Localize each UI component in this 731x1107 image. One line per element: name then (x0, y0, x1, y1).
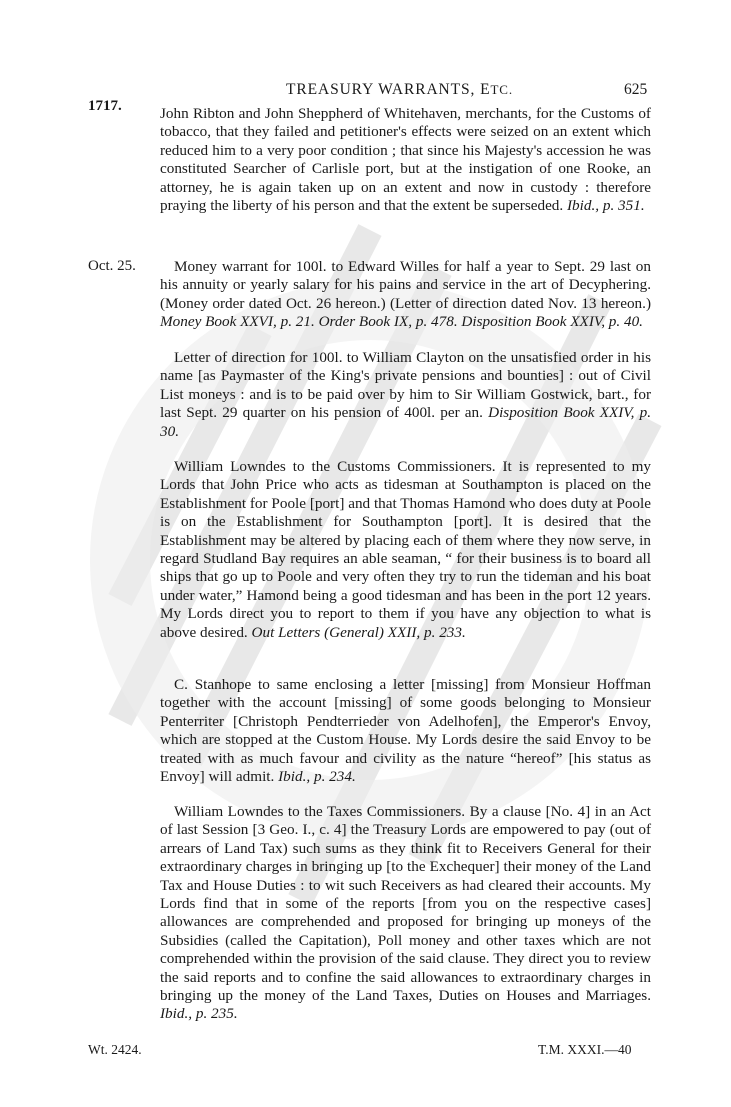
entry-petition-continuation (160, 105, 651, 215)
margin-year: 1717. (88, 98, 122, 114)
footer-warrant-number: Wt. 2424. (88, 1042, 142, 1057)
margin-date: Oct. 25. (88, 258, 136, 274)
entry-reference: Money Book XXVI, p. 21. Order Book IX, p. 478. Disposition Book XXIV, p. 40. (160, 313, 643, 331)
entry-reference: Disposition Book XXIV, p. 30. (160, 404, 651, 440)
entry-text: John Ribton and John Sheppherd of Whitehaven, merchants, for the Customs of tobacco, that they failed and petitioner's effects were seized on an extent which reduced him to a very poor condition ; that since his Majesty's accession he was constituted Searcher of Carlisle port, but at the instigation of one Rooke, an attorney, he is again taken up on an extent and now in custody : therefore praying the liberty of his person and that the extent be superseded. (160, 105, 651, 215)
entry-letter-of-direction (160, 349, 651, 441)
entry-reference: Ibid., p. 351. (567, 197, 645, 215)
entry-reference: Ibid., p. 235. (160, 1005, 238, 1023)
entry-taxes-commissioners (160, 803, 651, 1024)
entry-text: Money warrant for 100l. to Edward Willes for half a year to Sept. 29 last on his annuity or yearly salary for his pains and service in the art of Decyphering. (Money order dated Oct. 26 hereon.) (Letter of direction dated Nov. 13 hereon.) (160, 258, 651, 312)
entry-text: Letter of direction for 100l. to William Clayton on the unsatisfied order in his name [as Paymaster of the King's private pensions and bounties] : out of Civil List moneys : and is to be paid over by him to Sir William Gostwick, bart., for last Sept. 29 quarter on his pension of 400l. per an. (160, 349, 651, 422)
entry-customs-commissioners (160, 458, 651, 642)
entry-text: William Lowndes to the Taxes Commissioners. By a clause [No. 4] in an Act of last Session [3 Geo. I., c. 4] the Treasury Lords are empowered to pay (out of arrears of Land Tax) such sums as they think fit to Receivers General for their extraordinary charges in bringing up [to the Exchequer] their money of the Land Tax and House Duties : to wit such Receivers as had cleared their accounts. My Lords find that in some of the reports [from you on the respective cases] allowances are comprehended and proposed for bringing up moneys of the Subsidies (called the Capitation), Poll money and other taxes which are not comprehended within the provision of the said clause. They direct you to review the said reports and to confine the said allowances to extraordinary charges in bringing up the money of the Land Taxes, Duties on Houses and Marriages. (160, 803, 651, 1005)
entry-text: William Lowndes to the Customs Commissioners. It is represented to my Lords that John Price who acts as tidesman at Southampton is placed on the Establishment for Poole [port] and that Thomas Hamond who does duty at Poole is on the Establishment for Southampton [port]. It is desired that the Establishment may be altered by placing each of them where they now serve, in regard Studland Bay requires an able seaman, “ for their business is to board all ships that go up to Poole and very often they try to run the tideman and his boat under water,” Hamond being a good tidesman and has been in the port 12 years. My Lords direct you to report to them if you have any objection to what is above desired. (160, 458, 651, 641)
footer-volume-reference: T.M. XXXI.—40 (538, 1042, 632, 1057)
entry-stanhope-letter (160, 676, 651, 786)
page-number: 625 (624, 81, 648, 98)
entry-reference: Out Letters (General) XXII, p. 233. (251, 623, 466, 641)
entry-text: C. Stanhope to same enclosing a letter [missing] from Monsieur Hoffman together with the account [missing] of some goods belonging to Monsieur Penterriter [Christoph Pendterrieder von Adelhofen], the Emperor's Envoy, which are stopped at the Custom House. My Lords desire the said Envoy to be treated with as much favour and civility as the nature “hereof” [his status as Envoy] will admit. (160, 676, 651, 786)
entry-money-warrant (160, 258, 651, 332)
running-header-title: TREASURY WARRANTS, ETC. (286, 81, 514, 98)
entry-reference: Ibid., p. 234. (278, 768, 356, 786)
